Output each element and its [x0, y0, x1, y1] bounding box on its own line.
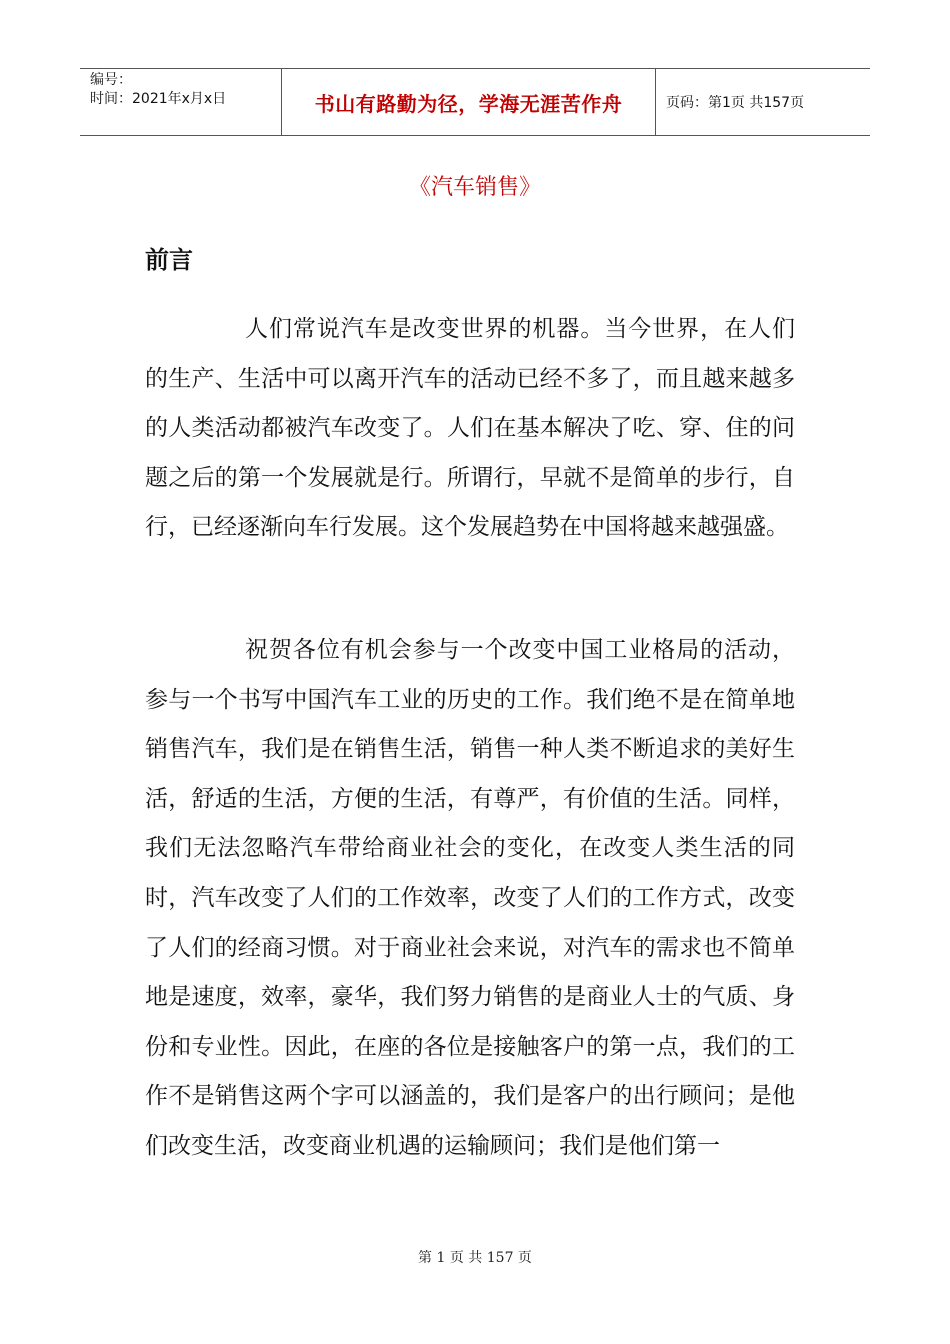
- document-title: 《汽车销售》: [408, 175, 541, 200]
- page-footer: 第 1 页 共 157 页: [418, 1250, 532, 1266]
- header-page-code: 页码：第1页 共157页: [666, 95, 805, 111]
- serial-number-label: 编号：: [90, 72, 132, 88]
- header-meta-cell: [80, 69, 282, 135]
- header-motto: 书山有路勤为径，学海无涯苦作舟: [282, 69, 656, 135]
- section-heading: 前言: [145, 245, 193, 274]
- date-label: 时间：2021年x月x日: [90, 91, 227, 107]
- paragraph-2: 祝贺各位有机会参与一个改变中国工业格局的活动，参与一个书写中国汽车工业的历史的工作。我们绝不是在简单地销售汽车，我们是在销售生活，销售一种人类不断追求的美好生活，舒适的生活，方便的生活，有尊严，有价值的生活。同样，我们无法忽略汽车带给商业社会的变化，在改变人类生活的同时，汽车改变了人们的工作效率，改变了人们的工作方式，改变了人们的经商习惯。对于商业社会来说，对汽车的需求也不简单地是速度，效率，豪华，我们努力销售的是商业人士的气质、身份和专业性。因此，在座的各位是接触客户的第一点，我们的工作不是销售这两个字可以涵盖的，我们是客户的出行顾问；是他们改变生活，改变商业机遇的运输顾问；我们是他们第一: [145, 637, 795, 1159]
- header-table: [80, 68, 870, 136]
- paragraph-1: 人们常说汽车是改变世界的机器。当今世界，在人们的生产、生活中可以离开汽车的活动已经不多了，而且越来越多的人类活动都被汽车改变了。人们在基本解决了吃、穿、住的问题之后的第一个发展就是行。所谓行，早就不是简单的步行，自行，已经逐渐向车行发展。这个发展趋势在中国将越来越强盛。: [145, 316, 795, 541]
